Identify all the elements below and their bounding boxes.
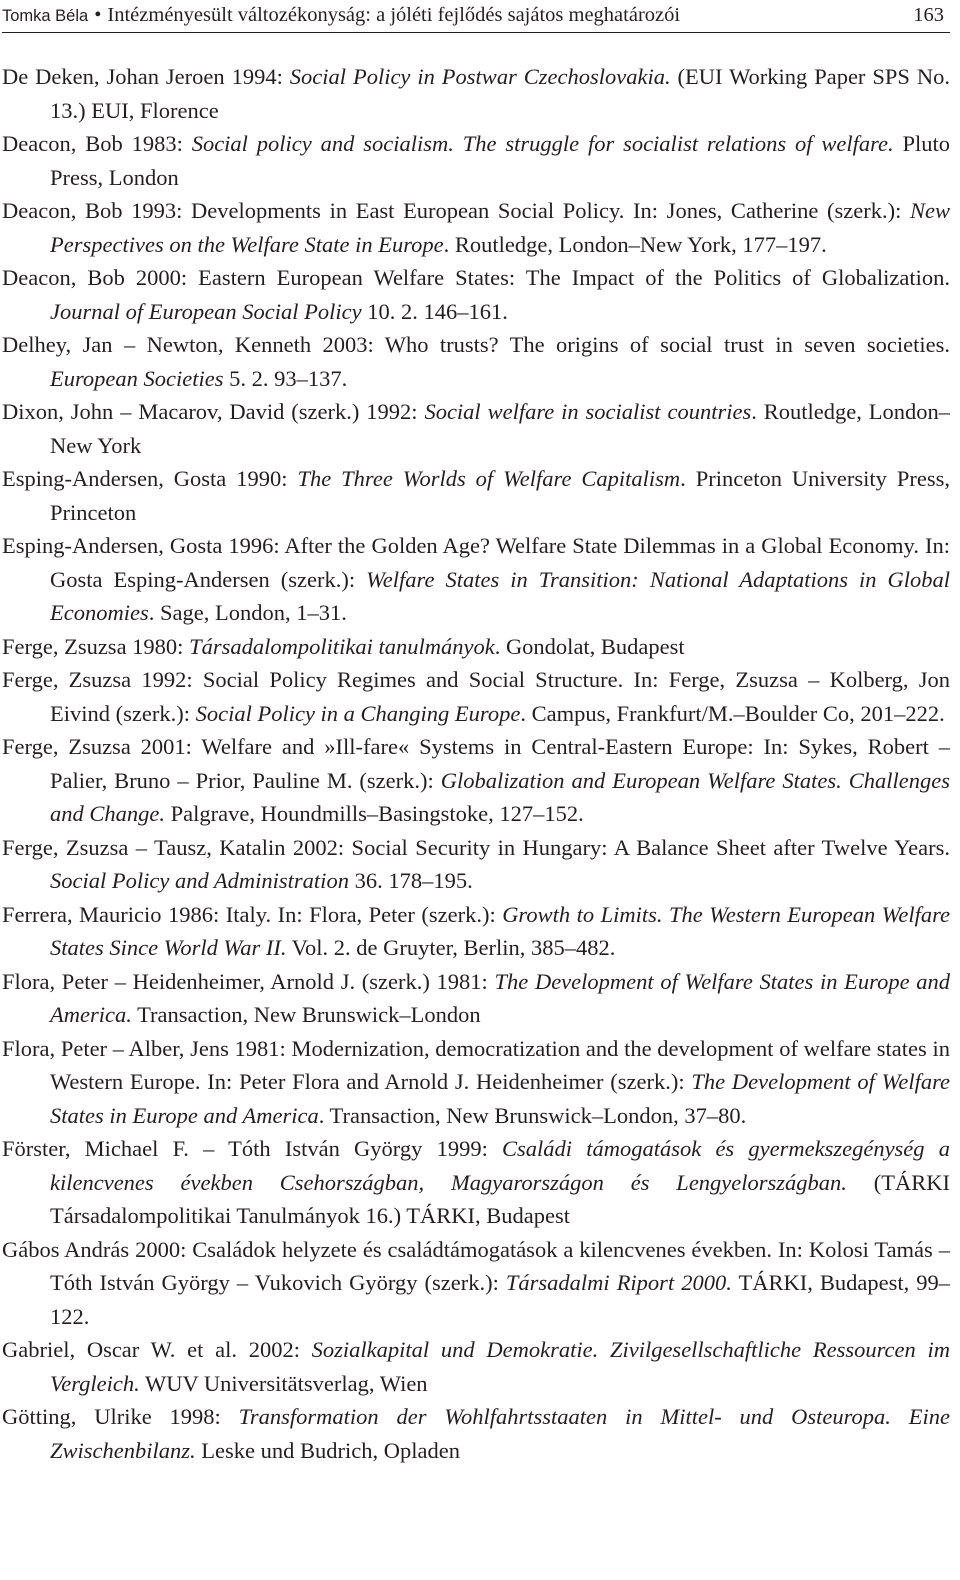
reference-title-italic: Transformation der Wohlfahrtsstaaten in Mittel- und Osteuropa. Eine Zwischenbilanz. <box>50 1404 950 1463</box>
reference-entry <box>2 1032 950 1133</box>
reference-text: . Princeton University Press, Princeton <box>50 466 950 525</box>
reference-text: Deacon, Bob 1993: Developments in East European Social Policy. In: Jones, Catherine (szerk.): <box>2 198 910 223</box>
reference-title-italic: Társadalmi Riport 2000. <box>505 1270 732 1295</box>
header-author: Tomka Béla <box>2 7 89 25</box>
reference-title-italic: New Perspectives on the Welfare State in Europe <box>50 198 950 257</box>
reference-title-italic: Social Policy and Administration <box>50 868 349 893</box>
reference-text: 36. 178–195. <box>348 868 473 893</box>
reference-title-italic: European Societies <box>50 365 224 391</box>
reference-entry <box>2 194 950 261</box>
reference-title-italic: Globalization and European Welfare States. Challenges and Change. <box>50 767 950 826</box>
reference-text: 5. 2. 93–137. <box>223 365 348 391</box>
header-bullet: • <box>94 4 102 26</box>
reference-title-italic: Social Policy in Postwar Czechoslovakia. <box>289 64 671 89</box>
reference-text: Leske und Budrich, Opladen <box>195 1437 460 1463</box>
reference-entry <box>2 663 950 730</box>
reference-text: Förster, Michael F. – Tóth István György 1999: <box>2 1136 503 1161</box>
reference-entry <box>2 730 950 831</box>
reference-text: TÁRKI, Budapest, 99–122. <box>50 1270 951 1329</box>
reference-title-italic: Journal of European Social Policy <box>50 298 362 324</box>
reference-text: . Gondolat, Budapest <box>494 633 685 659</box>
reference-title-italic: Growth to Limits. The Western European Welfare States Since World War II. <box>50 901 951 960</box>
reference-text: . Routledge, London–New York <box>50 399 950 458</box>
reference-text: Flora, Peter – Heidenheimer, Arnold J. (szerk.) 1981: <box>2 968 495 994</box>
reference-text: Esping-Andersen, Gosta 1990: <box>2 466 298 491</box>
reference-entry <box>2 831 950 898</box>
header-title: Intézményesült változékonyság: a jóléti fejlődés sajátos meghatározói <box>107 4 681 26</box>
reference-title-italic: The Three Worlds of Welfare Capitalism <box>297 466 681 491</box>
reference-entry <box>2 462 950 529</box>
reference-text: Ferrera, Mauricio 1986: Italy. In: Flora, Peter (szerk.): <box>2 901 503 927</box>
reference-title-italic: Sozialkapital und Demokratie. Zivilgesellschaftliche Ressourcen im Vergleich. <box>50 1337 950 1396</box>
reference-text: 10. 2. 146–161. <box>361 298 508 324</box>
reference-text: Ferge, Zsuzsa 1980: <box>2 633 190 659</box>
reference-entry <box>2 1333 950 1400</box>
reference-title-italic: Social welfare in socialist countries <box>424 399 752 424</box>
reference-text: Ferge, Zsuzsa – Tausz, Katalin 2002: Social Security in Hungary: A Balance Sheet after Twelve Years. <box>2 834 950 860</box>
reference-title-italic: Welfare States in Transition: National Adaptations in Global Economies <box>50 566 951 625</box>
reference-entry <box>2 395 950 462</box>
reference-text: . Sage, London, 1–31. <box>148 600 347 625</box>
reference-entry <box>2 965 950 1032</box>
reference-entry <box>2 529 950 630</box>
reference-entry <box>2 127 950 194</box>
reference-title-italic: Social Policy in a Changing Europe <box>195 700 521 726</box>
running-header <box>2 2 950 33</box>
reference-title-italic: Családi támogatások és gyermekszegénység a kilencvenes években Csehországban, Magyarországon és Lengyelországban. <box>50 1136 950 1195</box>
reference-text: De Deken, Johan Jeroen 1994: <box>2 64 290 89</box>
reference-entry <box>2 328 950 395</box>
reference-text: Flora, Peter – Alber, Jens 1981: Modernization, democratization and the development of welfare states in Western Europe. In: Peter Flora and Arnold J. Heidenheimer (szerk.): <box>2 1035 950 1094</box>
reference-text: Deacon, Bob 2000: Eastern European Welfare States: The Impact of the Politics of Globalization. <box>2 265 950 290</box>
reference-text: Dixon, John – Macarov, David (szerk.) 1992: <box>2 399 425 424</box>
reference-text: . Campus, Frankfurt/M.–Boulder Co, 201–222. <box>520 700 945 726</box>
reference-text: . Routledge, London–New York, 177–197. <box>443 231 827 257</box>
reference-text: (TÁRKI Társadalompolitikai Tanulmányok 16.) TÁRKI, Budapest <box>50 1169 950 1228</box>
reference-text: Gabriel, Oscar W. et al. 2002: <box>2 1337 312 1362</box>
reference-title-italic: The Development of Welfare States in Europe and America. <box>50 968 950 1027</box>
reference-text: Delhey, Jan – Newton, Kenneth 2003: Who trusts? The origins of social trust in seven societies. <box>2 332 950 357</box>
page-number: 163 <box>913 4 944 26</box>
reference-title-italic: Társadalompolitikai tanulmányok <box>189 633 495 659</box>
reference-entry <box>2 60 950 127</box>
reference-text: (EUI Working Paper SPS No. 13.) EUI, Florence <box>50 64 950 123</box>
reference-list <box>2 60 950 1467</box>
reference-text: Transaction, New Brunswick–London <box>131 1002 481 1027</box>
reference-title-italic: The Development of Welfare States in Europe and America <box>50 1069 950 1128</box>
reference-entry <box>2 630 950 664</box>
reference-text: Gábos András 2000: Családok helyzete és családtámogatások a kilencvenes években. In: Kolosi Tamás – Tóth István György – Vukovich György (szerk.): <box>2 1236 950 1295</box>
reference-text: Esping-Andersen, Gosta 1996: After the Golden Age? Welfare State Dilemmas in a Global Economy. In: Gosta Esping-Andersen (szerk.): <box>2 533 950 592</box>
reference-text: Pluto Press, London <box>50 131 950 190</box>
reference-text: WUV Universitätsverlag, Wien <box>139 1370 428 1396</box>
reference-title-italic: Social policy and socialism. The struggle for socialist relations of welfare. <box>191 131 894 156</box>
reference-entry <box>2 898 950 965</box>
reference-text: . Transaction, New Brunswick–London, 37–80. <box>318 1102 747 1128</box>
reference-text: Deacon, Bob 1983: <box>2 131 192 156</box>
reference-text: Vol. 2. de Gruyter, Berlin, 385–482. <box>286 935 616 960</box>
reference-entry <box>2 1400 950 1467</box>
reference-text: Ferge, Zsuzsa 1992: Social Policy Regimes and Social Structure. In: Ferge, Zsuzsa – Kolberg, Jon Eivind (szerk.): <box>2 667 950 726</box>
reference-entry <box>2 261 950 328</box>
reference-text: Palgrave, Houndmills–Basingstoke, 127–152. <box>165 801 584 826</box>
reference-text: Ferge, Zsuzsa 2001: Welfare and »Ill-fare« Systems in Central-Eastern Europe: In: Sykes, Robert – Palier, Bruno – Prior, Pauline M. (szerk.): <box>2 734 950 793</box>
reference-entry <box>2 1233 950 1334</box>
reference-text: Götting, Ulrike 1998: <box>2 1404 239 1429</box>
reference-entry <box>2 1132 950 1233</box>
